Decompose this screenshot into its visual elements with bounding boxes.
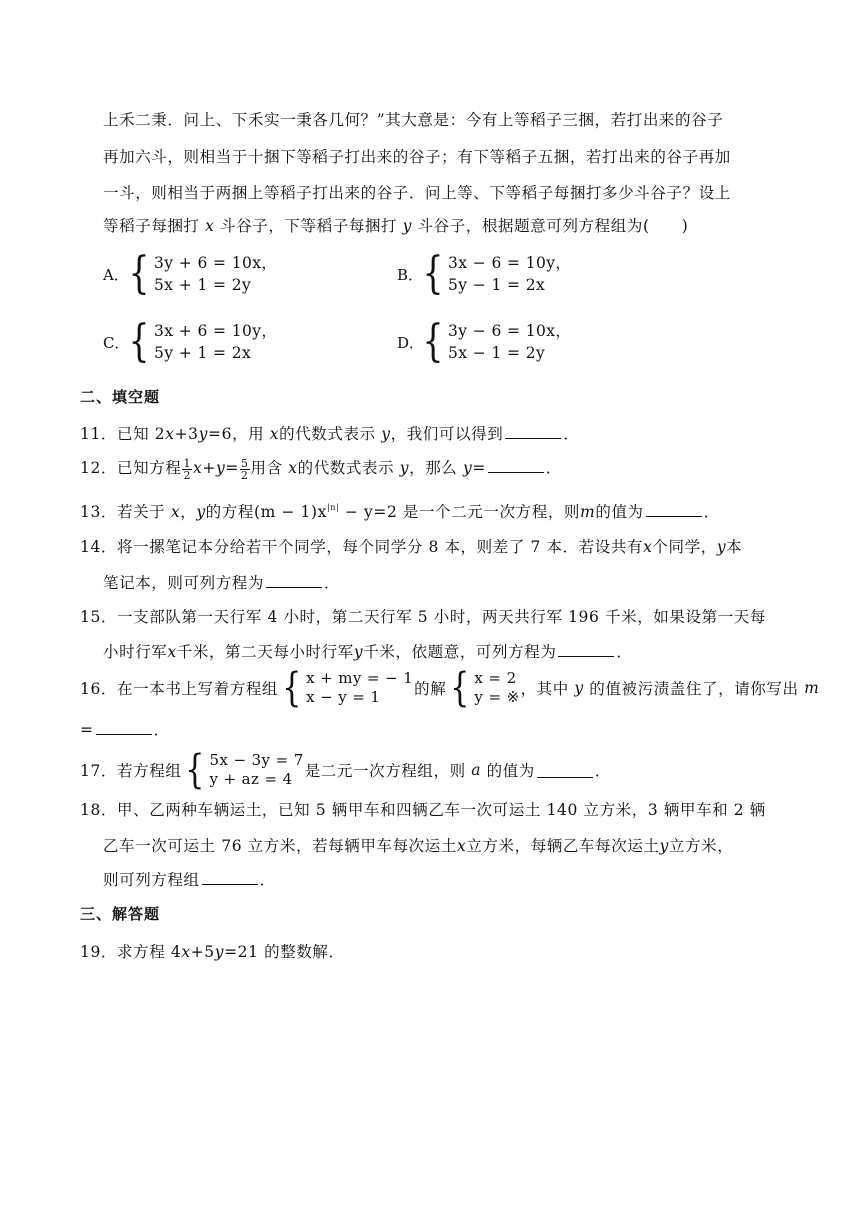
solution-system: { x = 2 y = ※ bbox=[450, 665, 520, 711]
question-17: 17．若方程组 { 5x − 3y = 7 y + az = 4 是二元一次方程组，则 a 的值为 ． bbox=[80, 747, 612, 793]
question-18-line-1: 18．甲、乙两种车辆运土，已知 5 辆甲车和四辆乙车一次可运土 140 立方米，3 辆甲车和 2 辆 bbox=[80, 801, 766, 819]
section-heading-fill-blank: 二、填空题 bbox=[80, 388, 161, 406]
equation-system: { 5x − 3y = 7 y + az = 4 bbox=[185, 747, 304, 793]
question-12: 12．已知方程 $\frac{1}{2}$ x+y= $\frac{5}{2}$ 用含 x的代数式表示 y，那么 y= ． bbox=[80, 456, 563, 482]
answer-blank[interactable] bbox=[537, 763, 593, 778]
option-label: A． bbox=[103, 265, 129, 284]
answer-blank[interactable] bbox=[558, 642, 614, 657]
brace-icon: { bbox=[422, 248, 444, 299]
q10-line-2: 再加六斗，则相当于十捆下等稻子打出来的谷子；有下等稻子五捆，若打出来的谷子再加 bbox=[103, 148, 731, 166]
question-14-line-1: 14．将一摞笔记本分给若干个同学，每个同学分 8 本，则差了 7 本．若设共有x个同学，y本 bbox=[80, 538, 743, 556]
brace-icon: { bbox=[422, 316, 444, 367]
fraction: $\frac{1}{2}$ bbox=[183, 456, 192, 482]
question-19: 19．求方程 4x+5y=21 的整数解． bbox=[80, 943, 345, 961]
q10-line-4: 等稻子每捆打 x 斗谷子，下等稻子每捆打 y 斗谷子，根据题意可列方程组为( ) bbox=[103, 217, 689, 235]
question-11: 11．已知 2x+3y=6，用 x的代数式表示 y，我们可以得到 ． bbox=[80, 425, 580, 443]
equation-system: { 3x − 6 = 10y， 5y − 1 = 2x bbox=[422, 248, 572, 299]
question-16-line-2: = ． bbox=[80, 721, 170, 739]
question-13: 13．若关于 x，y的方程$(m - 1)x^{|n|} - y=2$ 是一个二元一次方程，则m的值为 ． bbox=[80, 503, 720, 521]
option-a[interactable] bbox=[103, 248, 278, 299]
option-c[interactable] bbox=[103, 316, 278, 367]
equation-system: { 3y − 6 = 10x， 5x − 1 = 2y bbox=[422, 316, 572, 367]
option-b[interactable] bbox=[397, 248, 572, 299]
answer-blank[interactable] bbox=[646, 502, 702, 517]
option-label: D． bbox=[397, 333, 425, 352]
brace-icon: { bbox=[450, 665, 471, 711]
section-heading-solve: 三、解答题 bbox=[80, 905, 161, 923]
question-14-line-2: 笔记本，则可列方程为 ． bbox=[103, 574, 341, 592]
answer-blank[interactable] bbox=[266, 573, 322, 588]
answer-blank[interactable] bbox=[96, 720, 152, 735]
equation-system: { 3y + 6 = 10x， 5x + 1 = 2y bbox=[128, 248, 278, 299]
brace-icon: { bbox=[128, 316, 150, 367]
option-label: C． bbox=[103, 333, 130, 352]
q10-line-3: 一斗，则相当于两捆上等稻子打出来的谷子．问上等、下等稻子每捆打多少斗谷子？设上 bbox=[103, 184, 731, 202]
equation-system: { x + my = − 1 x − y = 1 bbox=[282, 665, 414, 711]
brace-icon: { bbox=[185, 747, 206, 793]
question-18-line-2: 乙车一次可运土 76 立方米，若每辆甲车每次运土x立方米，每辆乙车每次运土y立方米， bbox=[103, 837, 734, 855]
fraction: $\frac{5}{2}$ bbox=[240, 456, 249, 482]
question-15-line-2: 小时行军x千米，第二天每小时行军y千米，依题意，可列方程为 ． bbox=[103, 643, 633, 661]
q10-line-1: 上禾二秉．问上、下禾实一秉各几何？”其大意是：今有上等稻子三捆，若打出来的谷子 bbox=[103, 111, 724, 129]
question-15-line-1: 15．一支部队第一天行军 4 小时，第二天行军 5 小时，两天共行军 196 千米，如果设第一天每 bbox=[80, 608, 766, 626]
equation-system: { 3x + 6 = 10y， 5y + 1 = 2x bbox=[128, 316, 278, 367]
brace-icon: { bbox=[282, 665, 302, 711]
brace-icon: { bbox=[128, 248, 150, 299]
option-label: B． bbox=[397, 265, 424, 284]
answer-blank[interactable] bbox=[202, 870, 258, 885]
option-d[interactable] bbox=[397, 316, 572, 367]
answer-blank[interactable] bbox=[488, 458, 544, 473]
answer-blank[interactable] bbox=[505, 424, 561, 439]
question-16-line-1: 16．在一本书上写着方程组 { x + my = − 1 x − y = 1 的解 { x = 2 y = ※ ，其中 y 的值被污渍盖住了，请你写出 m bbox=[80, 665, 820, 711]
question-18-line-3: 则可列方程组 ． bbox=[103, 871, 276, 889]
